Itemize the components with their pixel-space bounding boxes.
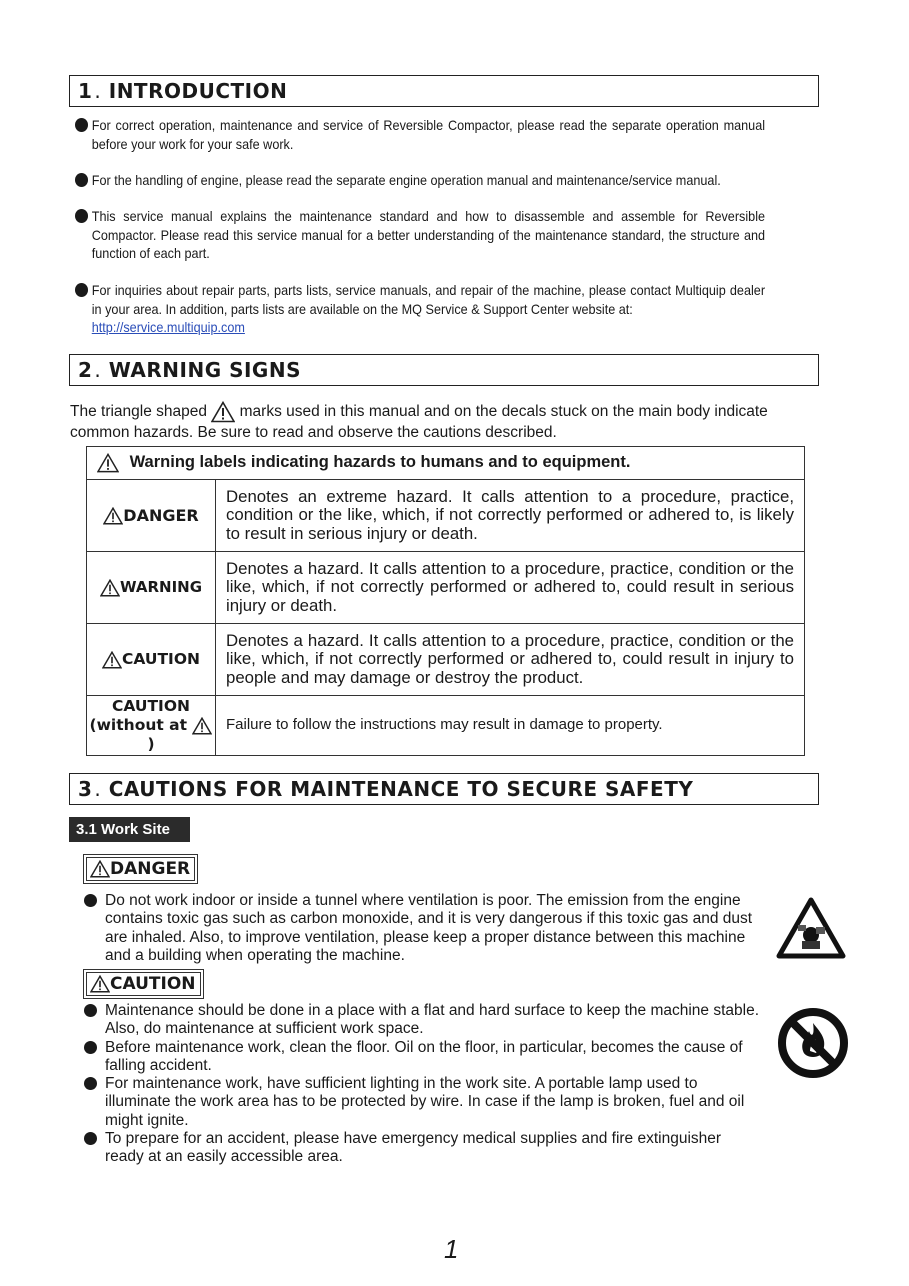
warning-triangle-icon [97,453,119,473]
bullet-icon [75,209,88,223]
caution-item: Before maintenance work, clean the floor. Oil on the floor, in particular, becomes the cause of falling accident. [84,1039,764,1076]
caution-label: CAUTION [87,624,216,696]
bullet-icon [75,173,88,187]
section-3-heading: 3 . CAUTIONS FOR MAINTENANCE TO SECURE SAFETY [69,773,819,805]
danger-label: DANGER [87,480,216,552]
warning-triangle-icon [90,860,110,878]
warning-triangle-icon [102,651,122,669]
service-link[interactable]: http://service.multiquip.com [91,320,245,335]
intro-bullet-3: This service manual explains the maintenance standard and how to disassemble and assemble for Reversible Compactor. Please read this service manual for a better understanding of the maintenance standard, the structure and function of each part. [75,208,765,264]
caution-badge: CAUTION [83,969,204,999]
toxic-gas-warning-icon [776,897,846,959]
warning-description: Denotes a hazard. It calls attention to a procedure, practice, condition or the like, which, if not correctly performed or adhered to, could result in serious injury or death. [216,552,805,624]
intro-bullet-1: For correct operation, maintenance and service of Reversible Compactor, please read the separate operation manual before your work for your safe work. [75,117,765,154]
intro-bullet-2: For the handling of engine, please read the separate engine operation manual and maintenance/service manual. [75,172,765,191]
page-number: 1 [444,1234,459,1264]
section-2-heading: 2 . WARNING SIGNS [69,354,819,386]
caution-no-symbol-label: CAUTION (without at ) [87,696,216,756]
danger-badge: DANGER [83,854,198,884]
caution-description: Denotes a hazard. It calls attention to a procedure, practice, condition or the like, which, if not correctly performed or adhered to, could result in injury to people and may damage or destroy the product. [216,624,805,696]
warning-triangle-icon [100,579,120,597]
warning-triangle-icon [211,401,235,423]
intro-bullet-4: For inquiries about repair parts, parts lists, service manuals, and repair of the machine, please contact Multiquip dealer in your area. In addition, parts lists are available on the MQ Service & Support Center website at: http://service.multiquip.com [75,282,765,338]
bullet-icon [84,1132,97,1145]
caution-item: To prepare for an accident, please have emergency medical supplies and fire extinguisher ready at an easily accessible area. [84,1130,764,1167]
bullet-icon [75,283,88,297]
warning-label: WARNING [87,552,216,624]
warning-signs-intro: The triangle shaped marks used in this manual and on the decals stuck on the main body indicate common hazards. Be sure to read and observe the cautions described. [70,401,790,442]
table-header: Warning labels indicating hazards to humans and to equipment. [87,447,805,480]
bullet-icon [84,1004,97,1017]
danger-description: Denotes an extreme hazard. It calls attention to a procedure, practice, condition or the like, which, if not correctly performed or adhered to, is likely to result in serious injury or death. [216,480,805,552]
bullet-icon [84,894,97,907]
warning-labels-table [86,446,805,756]
warning-triangle-icon [192,717,212,735]
caution-no-symbol-description: Failure to follow the instructions may result in damage to property. [216,696,805,756]
bullet-icon [84,1041,97,1054]
no-open-flame-icon [777,1007,849,1079]
bullet-icon [75,118,88,132]
subsection-work-site: 3.1 Work Site [69,817,190,842]
warning-triangle-icon [90,975,110,993]
caution-item: Maintenance should be done in a place with a flat and hard surface to keep the machine stable. Also, do maintenance at sufficient work space. [84,1002,764,1039]
section-1-heading: 1 . INTRODUCTION [69,75,819,107]
bullet-icon [84,1077,97,1090]
caution-item: For maintenance work, have sufficient lighting in the work site. A portable lamp used to illuminate the work area has to be protected by wire. In case if the lamp is broken, fuel and oil might ignite. [84,1075,764,1130]
danger-item: Do not work indoor or inside a tunnel where ventilation is poor. The emission from the engine contains toxic gas such as carbon monoxide, and it is very dangerous if this toxic gas and dust are inhaled. Also, to improve ventilation, please keep a proper distance between this machine and a building when operating the machine. [84,892,764,965]
warning-triangle-icon [103,507,123,525]
